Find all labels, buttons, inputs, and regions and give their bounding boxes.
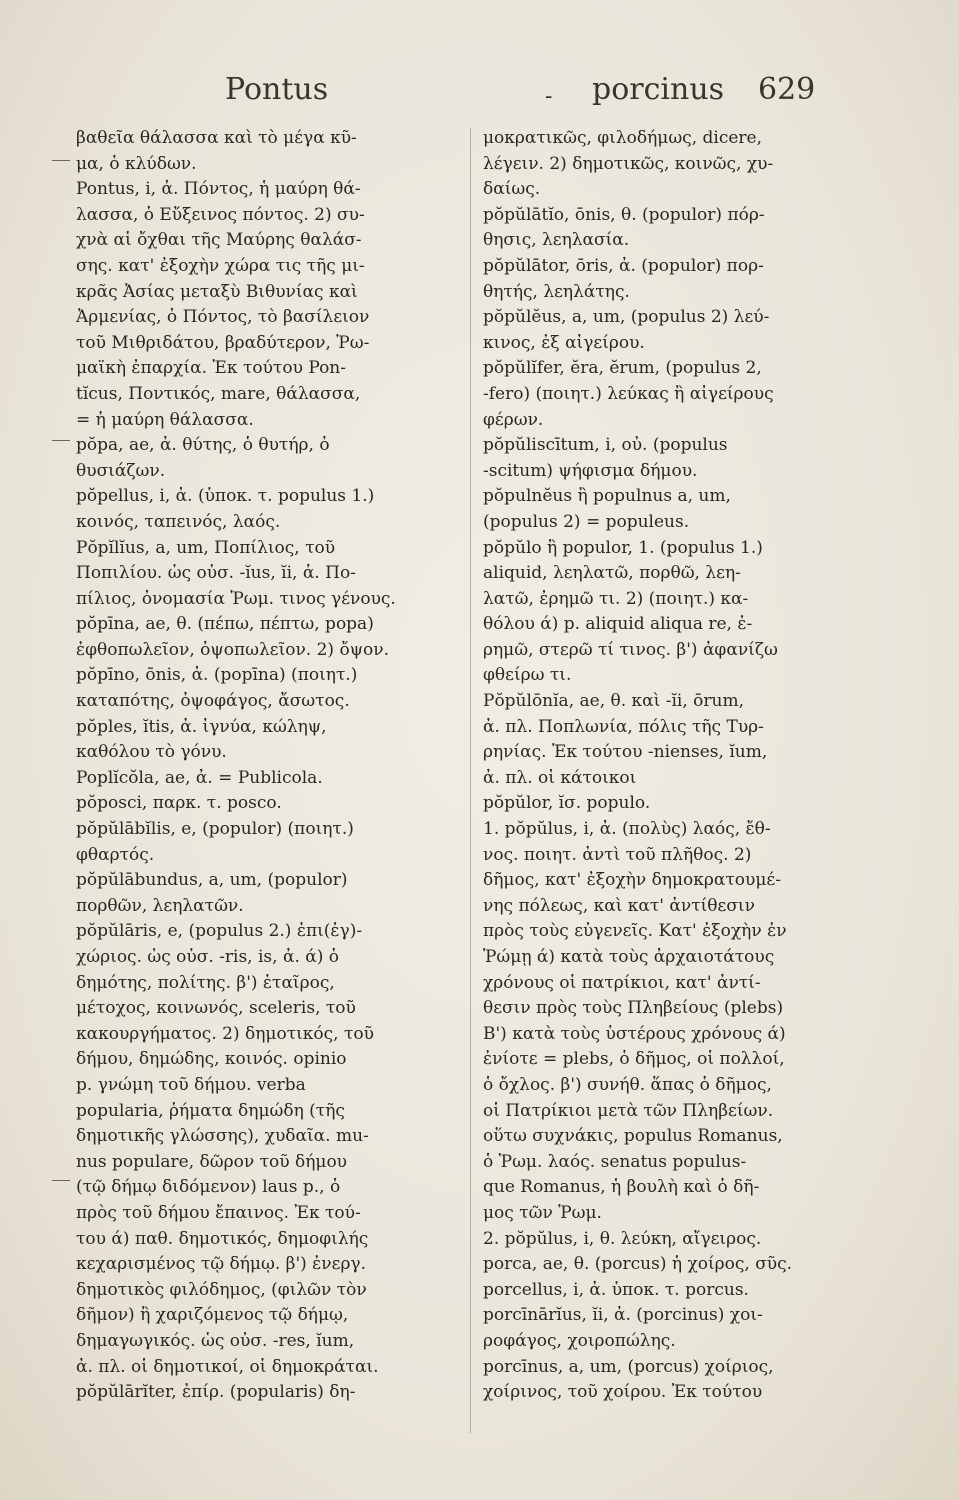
text-line: νος. ποιητ. ἀντὶ τοῦ πλῆθος. 2) [483, 844, 752, 865]
text-line: πορθῶν, λεηλατῶν. [76, 895, 244, 916]
text-line: ἐφθοπωλεῖον, ὀψοπωλεῖον. 2) ὄψον. [76, 639, 390, 660]
text-line: pŏpŭlābundus, a, um, (populor) [76, 870, 348, 891]
text-line: pŏpŭlĭfer, ĕra, ĕrum, (populus 2, [483, 358, 762, 379]
left-column [76, 126, 464, 1406]
text-line: tĭcus, Ποντικός, mare, θάλασσα, [76, 383, 361, 404]
text-line: pŏpŭlĕus, a, um, (populus 2) λεύ- [483, 307, 770, 328]
header-dash: - [545, 84, 553, 109]
text-line: κρᾶς Ἀσίας μεταξὺ Βιθυνίας καὶ [76, 281, 358, 302]
text-line: δημαγωγικός. ὡς οὐσ. -res, ĭum, [76, 1330, 355, 1351]
page-number: 629 [758, 72, 816, 107]
text-line: pŏpŭlābĭlis, e, (populor) (ποιητ.) [76, 819, 354, 840]
text-line: = ἡ μαύρη θάλασσα. [76, 409, 254, 430]
text-line: Pŏpŭlōnĭa, ae, θ. καὶ -ĭi, ōrum, [483, 691, 744, 712]
text-line: δημοτικὸς φιλόδημος, (φιλῶν τὸν [76, 1279, 367, 1300]
text-line: φθείρω τι. [483, 665, 572, 686]
text-line: pŏpīna, ae, θ. (πέπω, πέπτω, popa) [76, 614, 374, 635]
text-line: μα, ὁ κλύδων. [76, 153, 197, 174]
text-line: θησις, λεηλασία. [483, 230, 630, 251]
text-line: ὁ ὄχλος. β') συνήθ. ἅπας ὁ δῆμος, [483, 1074, 772, 1095]
text-line: πρὸς τοῦ δήμου ἔπαινος. Ἐκ τού- [76, 1202, 361, 1223]
text-line: τοῦ Μιθριδάτου, βραδύτερον, Ῥω- [76, 332, 370, 353]
text-line: οὕτω συχνάκις, populus Romanus, [483, 1126, 783, 1147]
text-line: νης πόλεως, καὶ κατ' ἀντίθεσιν [483, 895, 755, 916]
text-line: pŏpa, ae, ἀ. θύτης, ὁ θυτήρ, ὁ [76, 435, 330, 456]
text-line: θόλου ά) p. aliquid aliqua re, ἐ- [483, 614, 753, 635]
text-line: καταπότης, ὀψοφάγος, ἄσωτος. [76, 691, 350, 712]
margin-mark [52, 440, 70, 441]
text-line: ἀ. πλ. οἱ δημοτικοί, οἱ δημοκράται. [76, 1356, 379, 1377]
text-line: χνὰ αἱ ὄχθαι τῆς Μαύρης θαλάσ- [76, 230, 362, 251]
text-line: pŏposci, παρκ. τ. posco. [76, 793, 282, 814]
text-line: κινος, ἐξ αἰγείρου. [483, 332, 645, 353]
right-column [483, 126, 883, 1406]
text-line: ροφάγος, χοιροπώλης. [483, 1330, 676, 1351]
text-line: κοινός, ταπεινός, λαός. [76, 511, 281, 532]
text-line: pŏpulnĕus ἢ populnus a, um, [483, 486, 731, 507]
text-line: pŏpŭlātĭo, ōnis, θ. (populor) πόρ- [483, 204, 765, 225]
text-line: κεχαρισμένος τῷ δήμῳ. β') ἐνεργ. [76, 1254, 366, 1275]
text-line: του ά) παθ. δημοτικός, δημοφιλής [76, 1228, 369, 1249]
text-line: nus populare, δῶρον τοῦ δήμου [76, 1151, 348, 1172]
text-line: κακουργήματος. 2) δημοτικός, τοῦ [76, 1023, 374, 1044]
text-line: 2. pŏpŭlus, i, θ. λεύκη, αἴγειρος. [483, 1228, 762, 1249]
text-line: λέγειν. 2) δημοτικῶς, κοινῶς, χυ- [483, 153, 774, 174]
text-line: θητής, λεηλάτης. [483, 281, 630, 302]
header-right-guideword: porcinus [592, 72, 725, 107]
text-line: δῆμον) ἢ χαριζόμενος τῷ δήμῳ, [76, 1305, 349, 1326]
text-line: σης. κατ' ἐξοχὴν χώρα τις τῆς μι- [76, 255, 365, 276]
text-line: ἀ. πλ. οἱ κάτοικοι [483, 767, 637, 788]
text-line: aliquid, λεηλατῶ, πορθῶ, λεη- [483, 563, 741, 584]
text-line: μοκρατικῶς, φιλοδήμως, dicere, [483, 128, 762, 148]
text-line: λατῶ, ἐρημῶ τι. 2) (ποιητ.) κα- [483, 588, 749, 609]
text-line: (populus 2) = populeus. [483, 511, 690, 532]
running-header [0, 62, 959, 122]
text-line: πίλιος, ὀνομασία Ῥωμ. τινος γένους. [76, 588, 396, 609]
text-line: pŏpellus, i, ἀ. (ὑποκ. τ. populus 1.) [76, 486, 375, 507]
text-line: χοίρινος, τοῦ χοίρου. Ἐκ τούτου [483, 1382, 763, 1403]
text-line: Poplĭcŏla, ae, ἀ. = Publicola. [76, 767, 323, 788]
text-line: δημοτικῆς γλώσσης), χυδαῖα. mu- [76, 1126, 369, 1147]
text-line: pŏpīno, ōnis, ἀ. (popīna) (ποιητ.) [76, 665, 358, 686]
text-line: p. γνώμη τοῦ δήμου. verba [76, 1074, 306, 1095]
text-line: φέρων. [483, 409, 544, 430]
margin-mark [52, 1180, 70, 1181]
text-line: ὁ Ῥωμ. λαός. senatus populus- [483, 1151, 747, 1172]
margin-mark [52, 160, 70, 161]
text-line: φθαρτός. [76, 844, 155, 865]
text-line: βαθεῖα θάλασσα καὶ τὸ μέγα κῦ- [76, 128, 357, 148]
text-line: pŏples, ĭtis, ἀ. ἰγνύα, κώληψ, [76, 716, 327, 737]
text-line: Pŏpĭlĭus, a, um, Ποπίλιος, τοῦ [76, 537, 336, 558]
text-line: δῆμος, κατ' ἐξοχὴν δημοκρατουμέ- [483, 870, 781, 891]
text-line: πρὸς τοὺς εὐγενεῖς. Κατ' ἐξοχὴν ἐν [483, 921, 787, 942]
text-line: pŏpŭlāris, e, (populus 2.) ἐπι(ἐγ)- [76, 921, 363, 942]
text-line: μος τῶν Ῥωμ. [483, 1202, 602, 1223]
text-line: (τῷ δήμῳ διδόμενον) laus p., ὁ [76, 1177, 341, 1198]
text-line: porcellus, i, ἀ. ὑποκ. τ. porcus. [483, 1279, 749, 1300]
text-line: pŏpŭlārĭter, ἐπίρ. (popularis) δη- [76, 1382, 356, 1403]
text-line: θυσιάζων. [76, 460, 166, 481]
text-line: ἐνίοτε = plebs, ὁ δῆμος, οἱ πολλοί, [483, 1049, 785, 1070]
text-line: pŏpŭlo ἢ populor, 1. (populus 1.) [483, 537, 763, 558]
text-line: καθόλου τὸ γόνυ. [76, 742, 227, 763]
text-line: θεσιν πρὸς τοὺς Πληβείους (plebs) [483, 998, 784, 1019]
header-left-guideword: Pontus [225, 72, 329, 107]
text-line: 1. pŏpŭlus, i, ἀ. (πολὺς) λαός, ἔθ- [483, 819, 771, 840]
column-divider [470, 128, 471, 1433]
text-line: Pontus, i, ἀ. Πόντος, ἡ μαύρη θά- [76, 179, 361, 200]
text-line: que Romanus, ἡ βουλὴ καὶ ὁ δῆ- [483, 1177, 760, 1198]
text-line: ἀ. πλ. Ποπλωνία, πόλις τῆς Τυρ- [483, 716, 764, 737]
text-line: porca, ae, θ. (porcus) ἡ χοίρος, σῦς. [483, 1254, 793, 1275]
text-line: -fero) (ποιητ.) λεύκας ἢ αἰγείρους [483, 383, 774, 404]
text-line: χώριος. ὡς οὐσ. -ris, is, ἀ. ά) ὁ [76, 947, 340, 967]
text-line: ρημῶ, στερῶ τί τινος. β') ἀφανίζω [483, 639, 778, 660]
text-line: porcīnus, a, um, (porcus) χοίριος, [483, 1356, 774, 1377]
text-line: μέτοχος, κοινωνός, sceleris, τοῦ [76, 998, 356, 1019]
text-line: -scitum) ψήφισμα δήμου. [483, 460, 698, 481]
text-line: οἱ Πατρίκιοι μετὰ τῶν Πληβείων. [483, 1100, 774, 1121]
text-line: Ποπιλίου. ὡς οὐσ. -ĭus, ĭi, ἀ. Πο- [76, 563, 356, 584]
text-line: pŏpŭlor, ĭσ. populo. [483, 793, 651, 814]
text-line: Β') κατὰ τοὺς ὑστέρους χρόνους ά) [483, 1023, 786, 1044]
text-line: porcīnārĭus, ĭi, ἀ. (porcinus) χοι- [483, 1305, 763, 1326]
text-line: pŏpŭlātor, ōris, ἀ. (populor) πορ- [483, 255, 764, 276]
text-line: λασσα, ὁ Εὔξεινος πόντος. 2) συ- [76, 204, 365, 225]
text-line: Ῥώμῃ ά) κατὰ τοὺς ἀρχαιοτάτους [483, 947, 775, 967]
text-line: Ἀρμενίας, ὁ Πόντος, τὸ βασίλειον [76, 307, 370, 328]
text-line: popularia, ῥήματα δημώδη (τῆς [76, 1100, 345, 1121]
text-line: pŏpŭliscītum, i, οὐ. (populus [483, 435, 728, 456]
text-line: μαϊκὴ ἐπαρχία. Ἐκ τούτου Pon- [76, 358, 346, 379]
text-line: δημότης, πολίτης. β') ἑταῖρος, [76, 972, 335, 993]
text-line: χρόνους οἱ πατρίκιοι, κατ' ἀντί- [483, 972, 761, 993]
text-line: δαίως. [483, 179, 541, 200]
text-line: ρηνίας. Ἐκ τούτου -nienses, ĭum, [483, 742, 768, 763]
text-line: δήμου, δημώδης, κοινός. opinio [76, 1049, 347, 1070]
